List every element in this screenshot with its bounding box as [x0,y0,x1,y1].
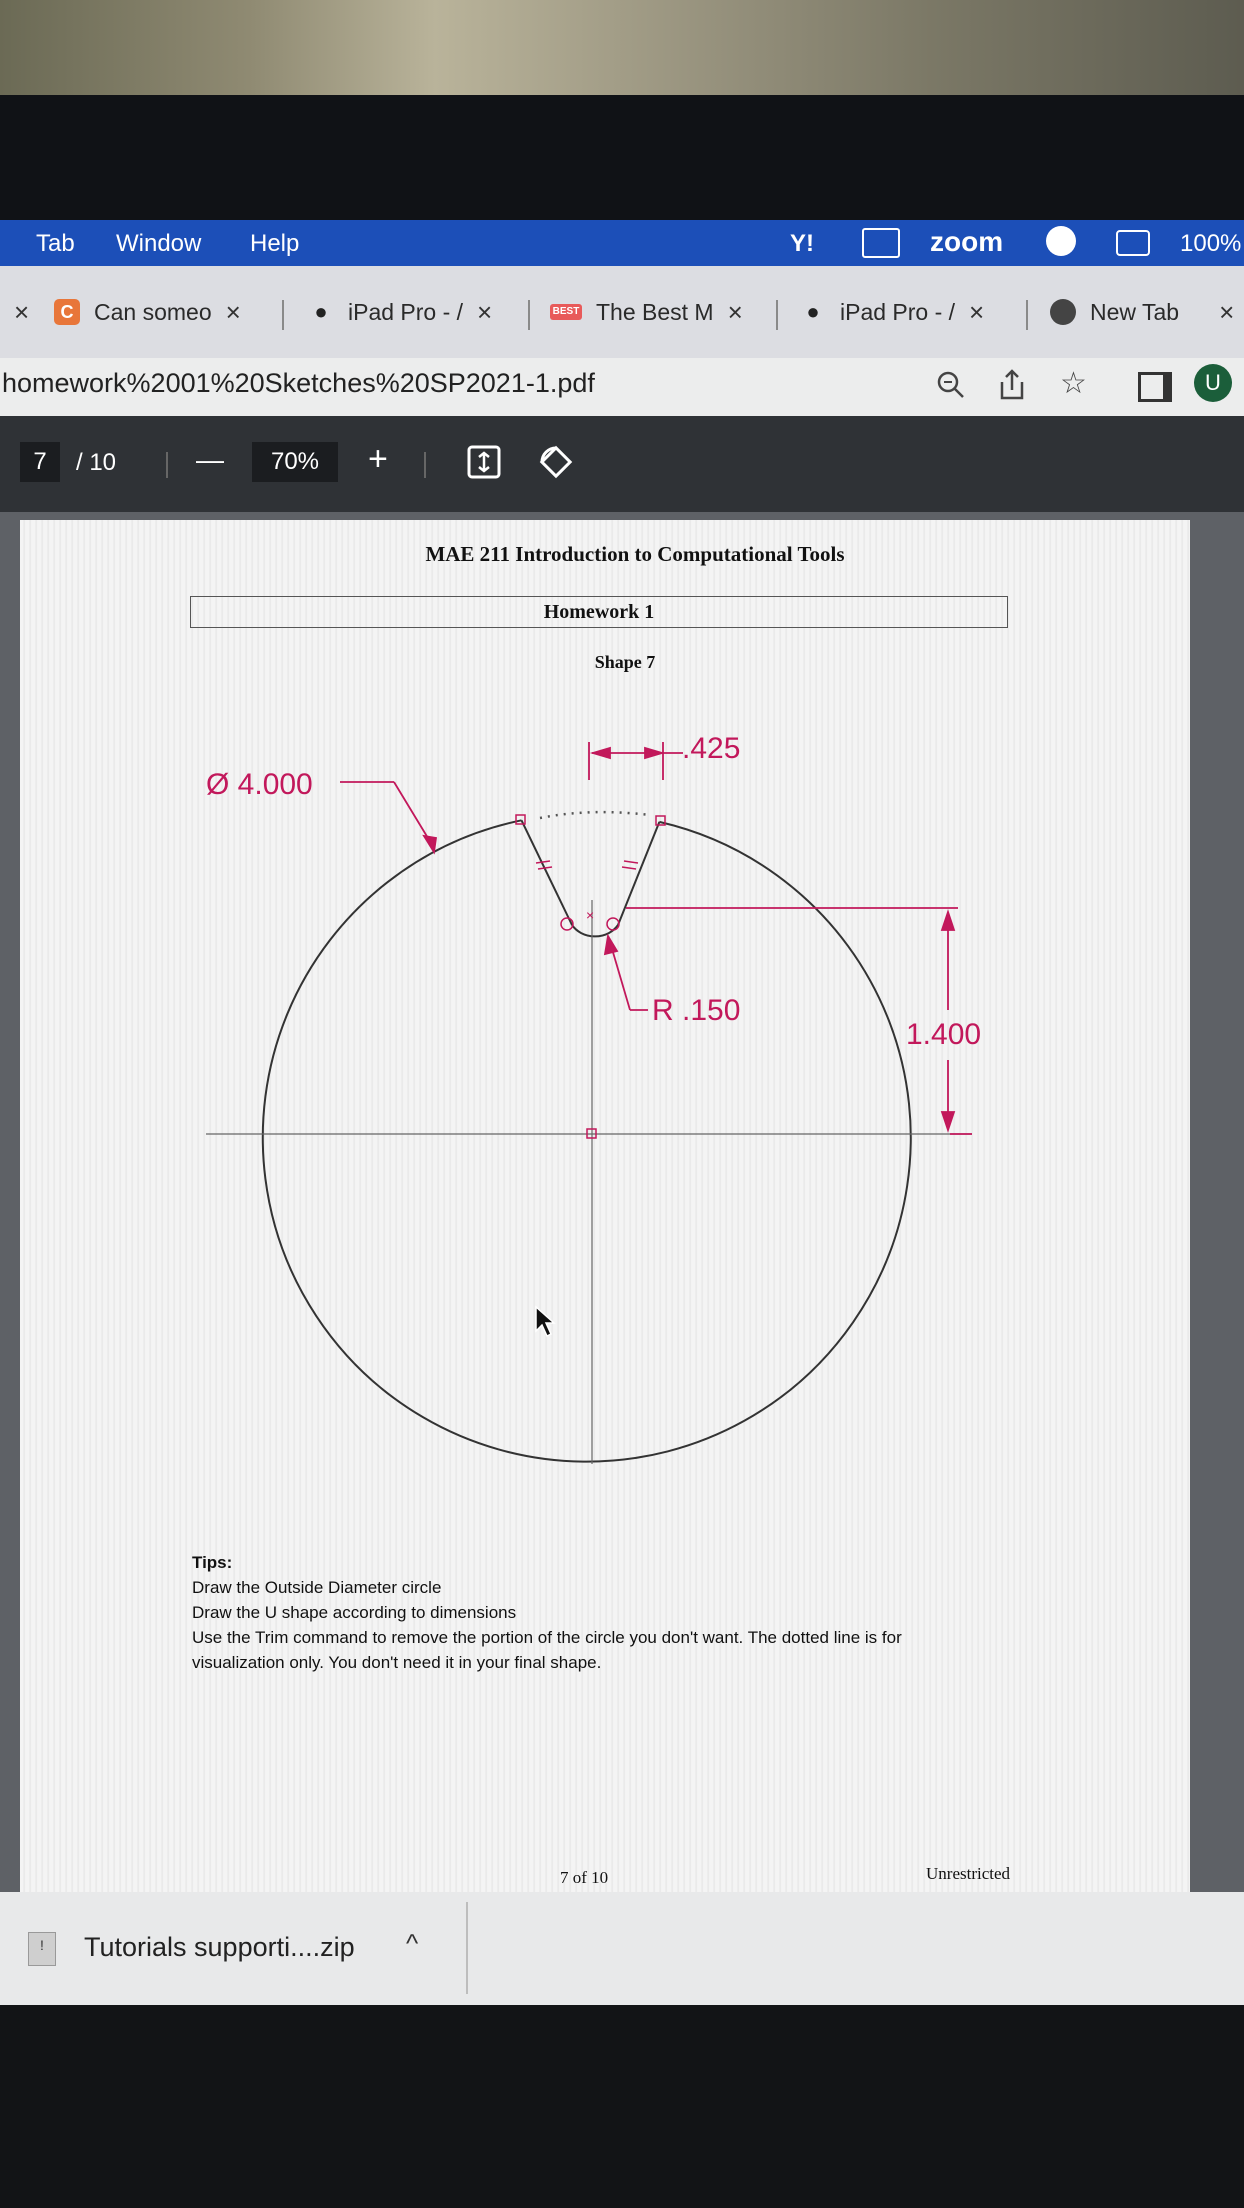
diameter-value: 4.000 [237,768,313,801]
diameter-symbol: Ø [206,768,238,801]
pdf-page [20,520,1190,1892]
tab-ipad-pro-2[interactable] [800,292,984,332]
svg-text:×: × [586,907,595,923]
laptop-bezel [0,95,1244,220]
tab-best-buy[interactable] [550,292,743,332]
toolbar-divider [166,452,168,478]
tab-strip [0,266,1244,358]
fit-page-icon[interactable] [466,444,502,480]
zoom-level-input[interactable]: 70% [252,442,338,482]
tab-separator [1026,300,1028,330]
tip-line: Draw the Outside Diameter circle [192,1578,442,1597]
tip-line: visualization only. You don't need it in your final shape. [192,1653,602,1672]
dotted-arc [540,812,650,818]
control-center-icon[interactable] [1116,230,1150,256]
close-icon[interactable]: × [1219,296,1235,327]
radius-dimension: R .150 [652,994,741,1027]
close-tab-icon[interactable]: × [14,296,30,327]
tab-title: iPad Pro - / [840,298,956,325]
sidepanel-icon[interactable] [1138,372,1172,402]
menu-tab[interactable]: Tab [36,230,75,257]
menu-help[interactable]: Help [250,230,300,257]
menu-window[interactable]: Window [116,230,202,257]
laptop-lower-bezel [0,2005,1244,2208]
apple-icon: ● [806,299,820,324]
page-number-input[interactable]: 7 [20,442,60,482]
profile-avatar[interactable]: U [1194,364,1232,402]
slot-left-edge [522,820,573,925]
menu-bar [0,220,1244,266]
address-bar[interactable] [0,358,1244,416]
depth-dimension: 1.400 [906,1018,982,1051]
tab-separator [528,300,530,330]
toolbar-divider [424,452,426,478]
status-tool-icon[interactable]: Y! [790,230,814,257]
tab-separator [282,300,284,330]
tab-title: iPad Pro - / [348,298,464,325]
battery-percent: 100% [1180,230,1242,257]
close-icon[interactable]: × [969,296,985,327]
tab-ipad-pro-1[interactable] [308,292,492,332]
download-divider [466,1902,468,1994]
tips-heading: Tips: [192,1553,233,1572]
tab-title: Can someo [94,298,212,325]
shape-drawing [20,520,1190,1892]
tip-line: Draw the U shape according to dimensions [192,1603,517,1622]
tip-line: Use the Trim command to remove the portion of the circle you don't want. The dotted line is for [192,1628,902,1647]
screen-icon[interactable] [862,228,900,258]
pdf-toolbar [0,416,1244,512]
share-icon[interactable] [998,368,1026,402]
bookmark-star-icon[interactable]: ☆ [1060,367,1087,400]
slot-width-dimension: .425 [682,732,741,765]
chrome-icon [1050,299,1076,325]
slot-bottom-arc [572,925,618,936]
close-icon[interactable]: × [727,296,743,327]
close-icon[interactable]: × [225,296,241,327]
tab-chegg[interactable] [54,292,241,332]
tab-new-tab[interactable] [1050,292,1234,332]
course-title: MAE 211 Introduction to Computational Tools [425,542,845,566]
zip-file-icon: ! [28,1932,56,1966]
zoom-app-icon[interactable]: zoom [930,226,1004,257]
page-total: / 10 [76,449,117,476]
rotate-icon[interactable] [536,442,576,482]
zoom-out-button[interactable]: — [196,444,224,475]
tab-title: The Best M [596,298,714,325]
chevron-up-icon[interactable]: ^ [406,1928,419,1958]
tab-title: New Tab [1090,298,1180,325]
download-bar [0,1892,1244,2005]
url-text[interactable]: homework%2001%20Sketches%20SP2021-1.pdf [2,368,595,398]
apple-icon: ● [314,299,328,324]
room-background [0,0,1244,95]
page-footer-label: 7 of 10 [560,1868,609,1887]
classification-label: Unrestricted [926,1864,1011,1883]
shape-label: Shape 7 [594,652,656,672]
tab-separator [776,300,778,330]
close-icon[interactable]: × [477,296,493,327]
mouse-cursor-icon [534,1305,556,1339]
slot-right-edge [618,822,659,925]
zoom-search-icon[interactable] [936,370,966,400]
chegg-icon: C [54,299,80,325]
bestbuy-icon: BEST [550,304,582,320]
homework-label: Homework 1 [543,601,655,623]
tips-section [192,1550,1052,1675]
diameter-dimension [206,768,313,802]
download-filename[interactable]: Tutorials supporti....zip [84,1932,355,1962]
google-icon[interactable] [1046,226,1076,256]
zoom-in-button[interactable]: + [368,440,388,478]
